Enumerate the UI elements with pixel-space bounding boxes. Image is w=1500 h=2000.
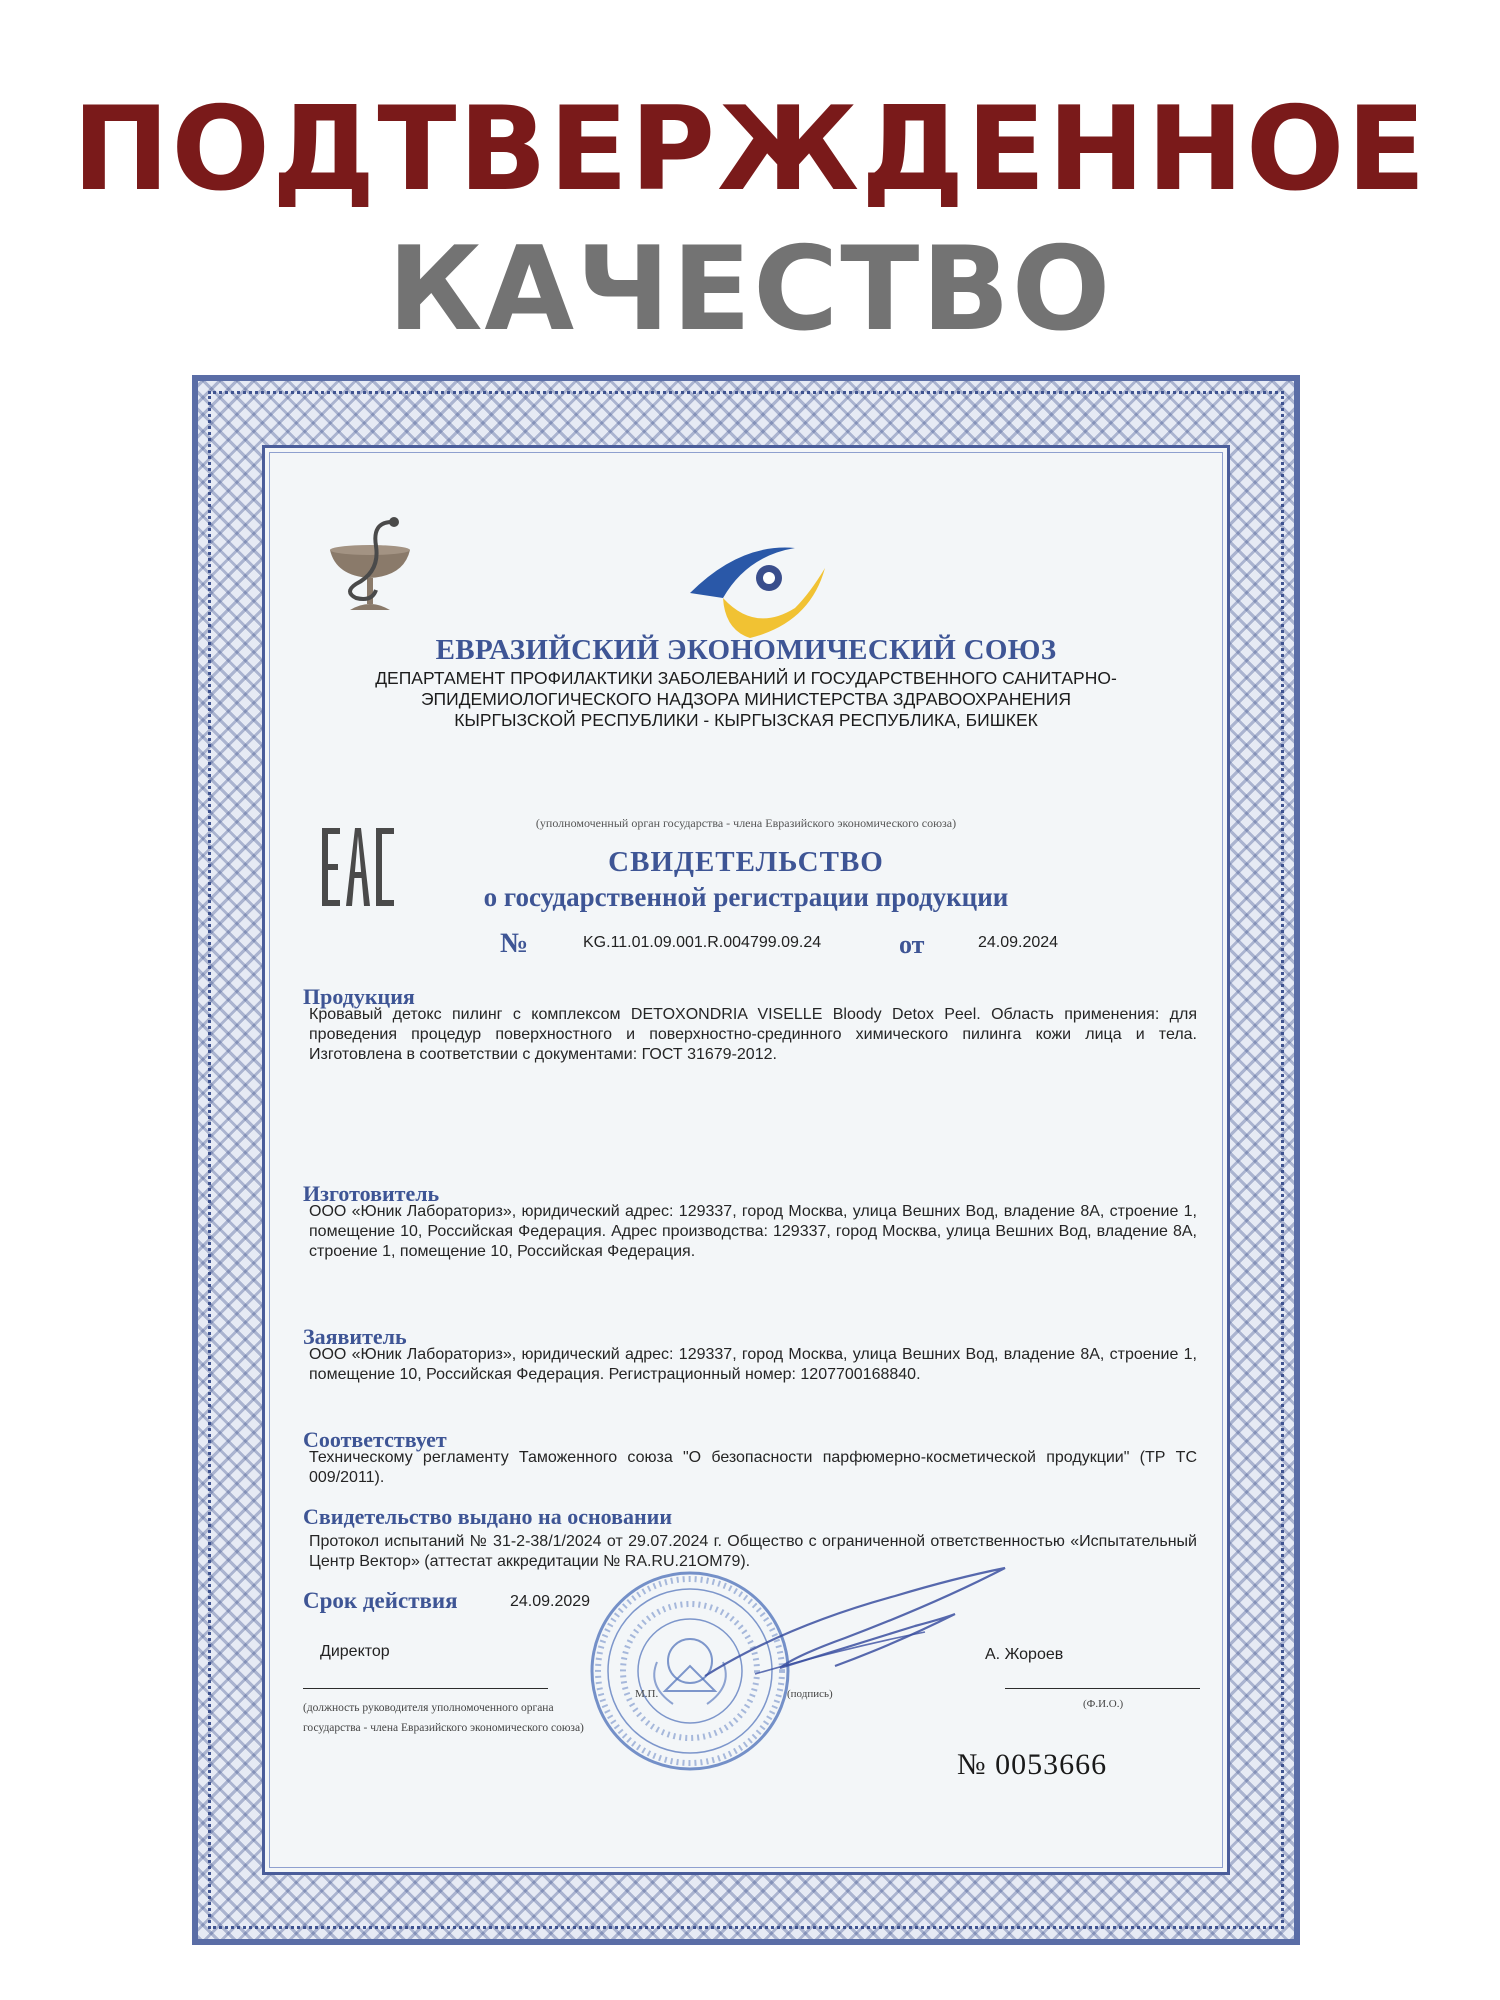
section-text-applicant: ООО «Юник Лабораториз», юридический адрес: 129337, город Москва, улица Вешних Вод, владение 8А, строение 1, помещение 10, Российская Федерация. Регистрационный номер: 1207700168840.	[309, 1346, 1197, 1383]
name-caption: (Ф.И.О.)	[1083, 1698, 1124, 1710]
validity-date: 24.09.2029	[510, 1593, 591, 1610]
section-text-product: Кровавый детокс пилинг с комплексом DETOXONDRIA VISELLE Bloody Detox Peel. Область применения: для проведения процедур поверхностного и поверхностно-срединного химического пилинга кожи лица и тела. Изготовлена в соответствии с документами: ГОСТ 31679-2012.	[309, 1006, 1197, 1063]
section-heading-product: Продукция	[303, 984, 415, 1009]
section-heading-manufacturer: Изготовитель	[303, 1181, 440, 1206]
position-caption: (должность руководителя уполномоченного органа государства - члена Евразийского экономического союза)	[303, 1702, 584, 1734]
seal-label: М.П.	[635, 1688, 659, 1700]
signature-caption: (подпись)	[787, 1688, 833, 1700]
from-word: от	[899, 930, 925, 959]
section-heading-applicant: Заявитель	[303, 1324, 407, 1349]
section-heading-basis: Свидетельство выдано на основании	[303, 1504, 673, 1529]
bowl-of-hygieia-icon	[320, 510, 420, 620]
authorized-body-caption: (уполномоченный орган государства - члена Евразийского экономического союза)	[535, 816, 957, 830]
position-line	[303, 1688, 548, 1689]
signatory-name: А. Жороев	[985, 1646, 1064, 1663]
number-sign: №	[500, 928, 529, 959]
validity-label: Срок действия	[303, 1588, 458, 1613]
certificate-body	[262, 445, 1230, 1875]
department-name: ДЕПАРТАМЕНТ ПРОФИЛАКТИКИ ЗАБОЛЕВАНИЙ И ГОСУДАРСТВЕННОГО САНИТАРНО-ЭПИДЕМИОЛОГИЧЕСКОГО НАДЗОРА МИНИСТЕРСТВА ЗДРАВООХРАНЕНИЯ КЫРГЫЗСКОЙ РЕСПУБЛИКИ - КЫРГЫЗСКАЯ РЕСПУБЛИКА, БИШКЕК	[375, 668, 1117, 730]
certificate-subtitle: о государственной регистрации продукции	[483, 882, 1009, 912]
director-title: Директор	[320, 1643, 390, 1660]
section-text-basis: Протокол испытаний № 31-2-38/1/2024 от 29.07.2024 г. Общество с ограниченной ответственностью «Испытательный Центр Вектор» (аттестат аккредитации № RA.RU.21ОМ79).	[309, 1533, 1197, 1570]
certificate-title: СВИДЕТЕЛЬСТВО	[608, 846, 884, 878]
signature-icon	[695, 1556, 1035, 1696]
headline-confirmed: ПОДТВЕРЖДЕННОЕ	[72, 82, 1428, 217]
headline-quality: КАЧЕСТВО	[387, 222, 1113, 357]
union-title: ЕВРАЗИЙСКИЙ ЭКОНОМИЧЕСКИЙ СОЮЗ	[435, 634, 1057, 666]
registration-number: KG.11.01.09.001.R.004799.09.24	[583, 934, 822, 951]
eaeu-logo-icon	[685, 538, 835, 643]
section-heading-conformity: Соответствует	[303, 1427, 447, 1452]
registration-date: 24.09.2024	[978, 934, 1059, 951]
section-text-conformity: Техническому регламенту Таможенного союза "О безопасности парфюмерно-косметической продукции" (ТР ТС 009/2011).	[309, 1449, 1197, 1486]
certificate	[192, 375, 1300, 1945]
section-text-manufacturer: ООО «Юник Лабораториз», юридический адрес: 129337, город Москва, улица Вешних Вод, владение 8А, строение 1, помещение 10, Российская Федерация. Адрес производства: 129337, город Москва, улица Вешних Вод, владение 8А, строение 1, помещение 10, Российская Федерация.	[309, 1203, 1197, 1260]
serial-number: № 0053666	[957, 1748, 1108, 1781]
